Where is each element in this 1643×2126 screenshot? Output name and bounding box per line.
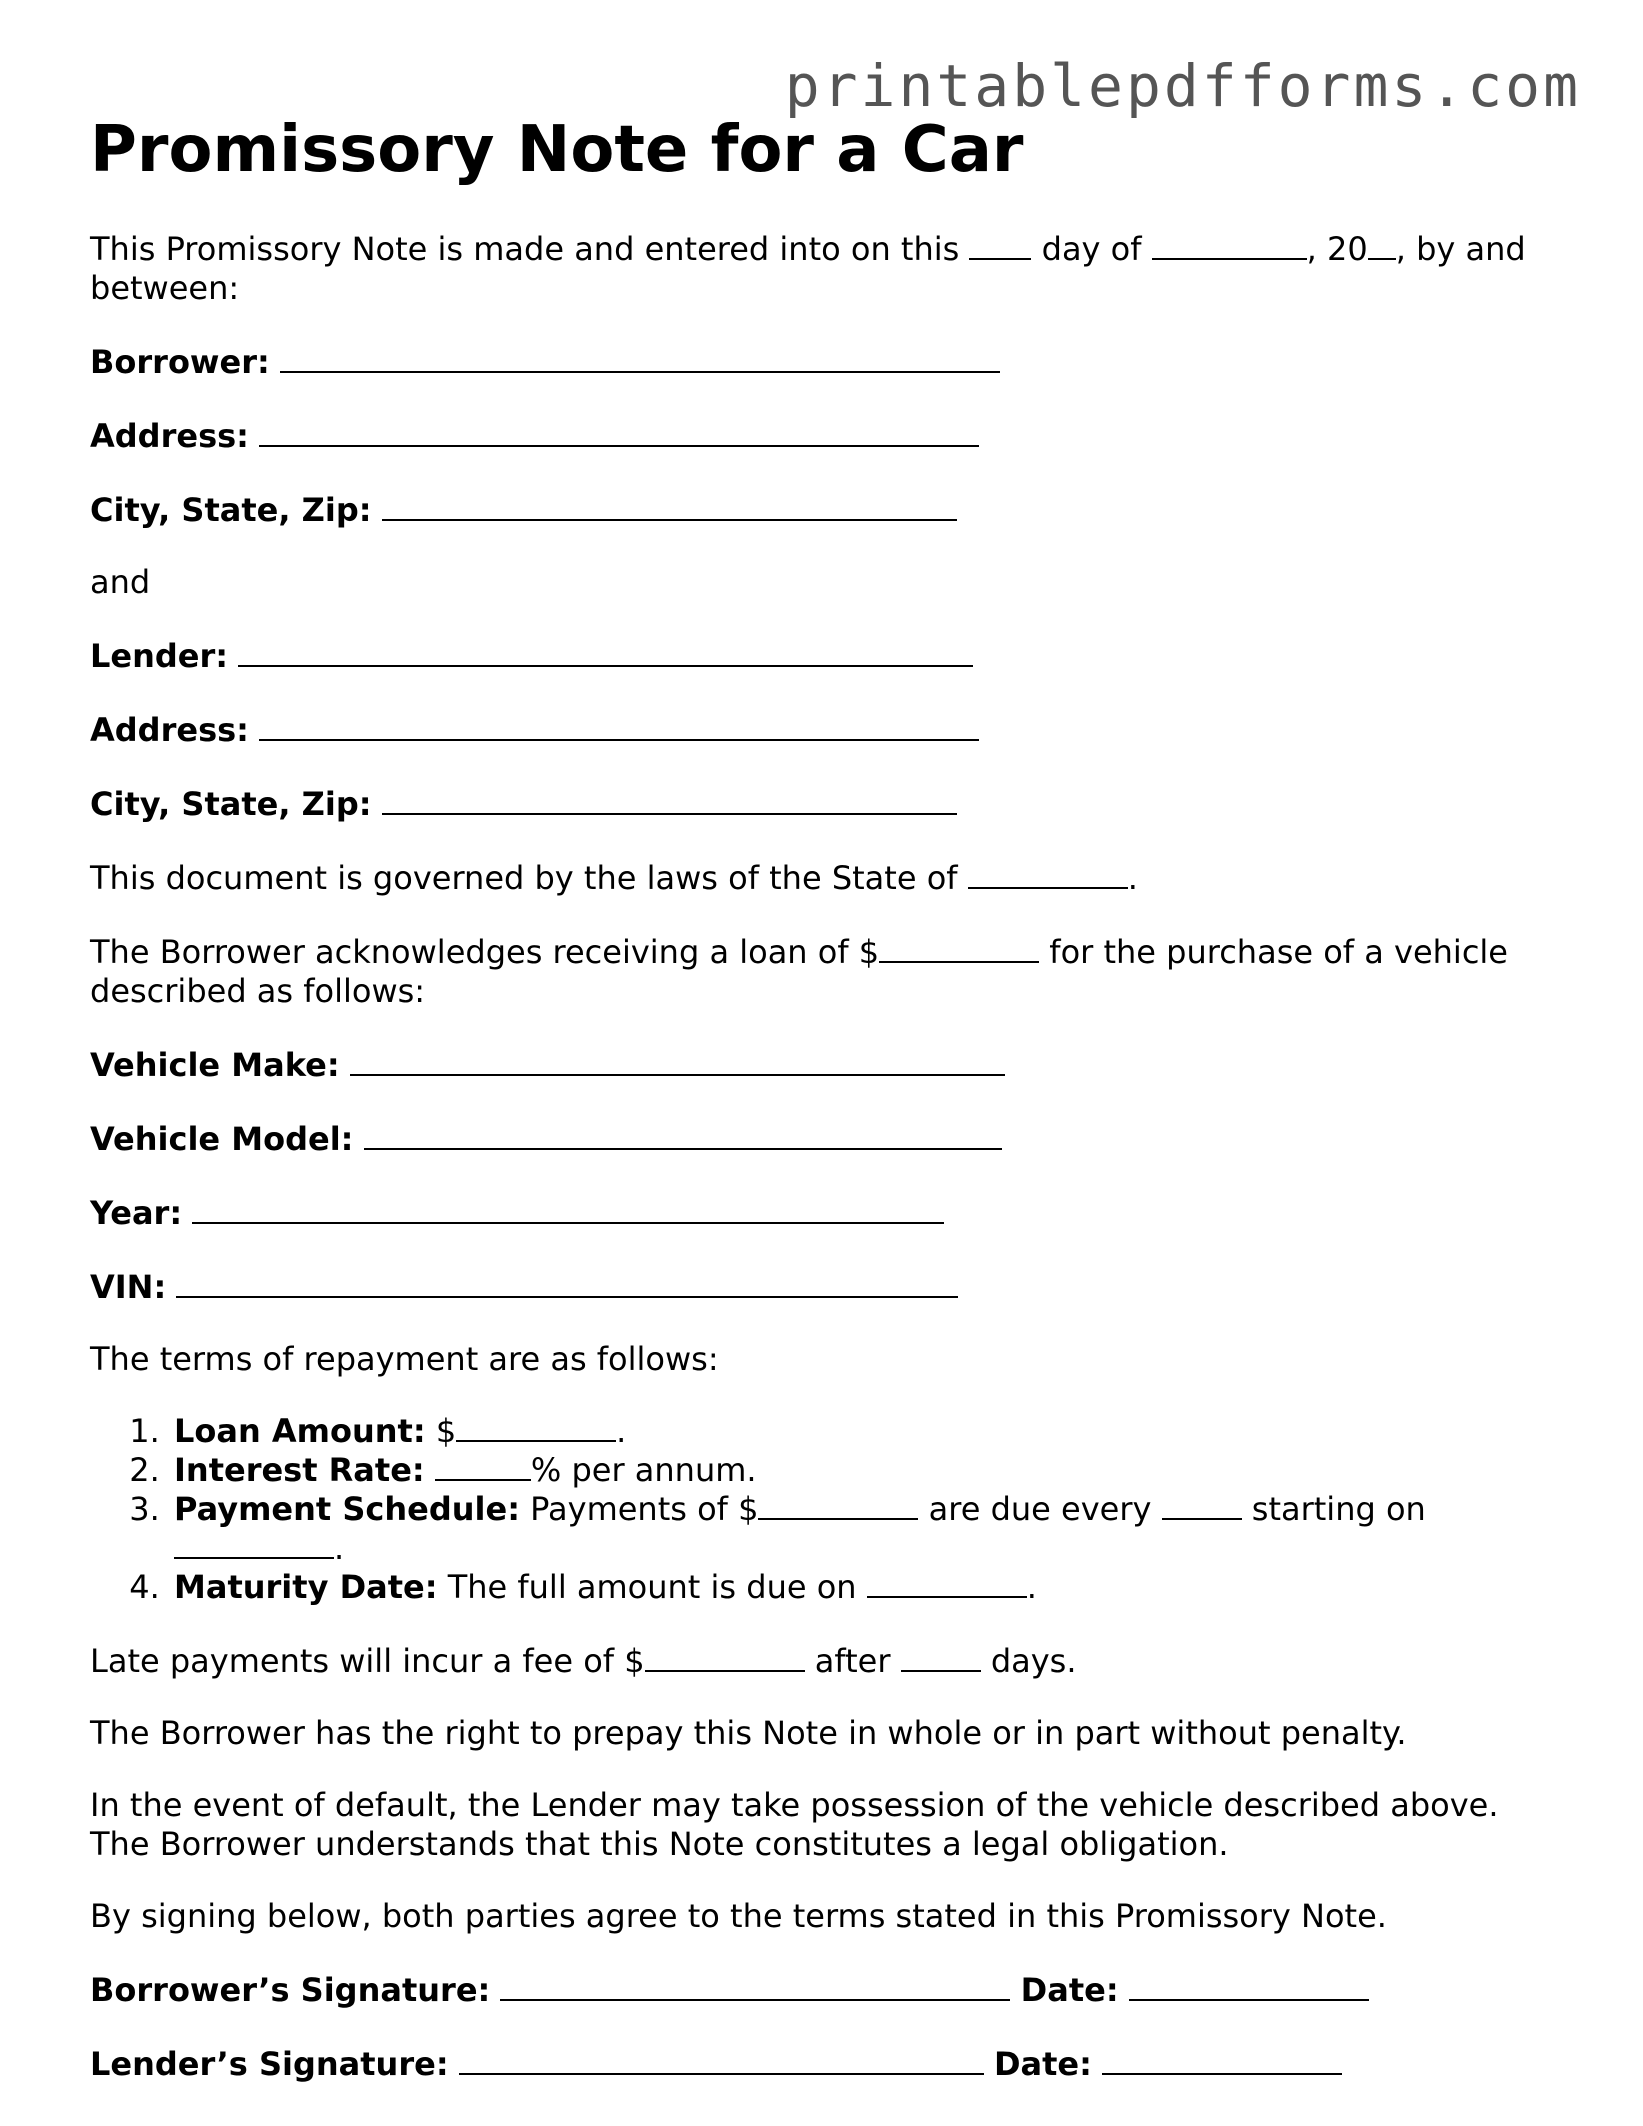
borrower-date-label: Date:	[1020, 1971, 1119, 2009]
late-fee-field[interactable]	[645, 1640, 805, 1672]
watermark: printablepdfforms.com	[784, 52, 1581, 120]
lender-address-label: Address:	[90, 711, 249, 749]
term-maturity-date	[170, 1568, 1550, 1607]
vehicle-model-field[interactable]	[364, 1118, 1002, 1150]
borrower-name-row	[90, 341, 1550, 382]
late-text-1: Late payments will incur a fee of $	[90, 1642, 645, 1680]
year-field[interactable]	[1368, 228, 1396, 260]
intro-paragraph	[90, 228, 1550, 308]
default-paragraph	[90, 1786, 1550, 1864]
term-schedule-label: Payment Schedule:	[174, 1490, 520, 1528]
term-loan-amount-prefix: $	[435, 1412, 457, 1450]
term-loan-amount-end: .	[616, 1412, 627, 1450]
term-maturity-field[interactable]	[867, 1570, 1027, 1598]
term-interest-label: Interest Rate:	[174, 1451, 425, 1489]
term-schedule-text-1: Payments of $	[530, 1490, 759, 1528]
loan-paragraph	[90, 931, 1550, 1011]
loan-text-1: The Borrower acknowledges receiving a loan of $	[90, 933, 880, 971]
intro-text-3: , 20	[1306, 230, 1368, 268]
term-loan-amount-field[interactable]	[456, 1414, 616, 1442]
vehicle-model-label: Vehicle Model:	[90, 1120, 354, 1158]
term-schedule-amount-field[interactable]	[758, 1492, 918, 1520]
late-fee-paragraph	[90, 1640, 1550, 1681]
vehicle-year-label: Year:	[90, 1194, 183, 1232]
loan-text-3: described as follows:	[90, 972, 426, 1010]
state-field[interactable]	[968, 857, 1128, 889]
borrower-signature-label: Borrower’s Signature:	[90, 1971, 491, 2009]
late-days-field[interactable]	[901, 1640, 981, 1672]
borrower-signature-field[interactable]	[500, 1969, 1010, 2001]
governed-end: .	[1127, 859, 1138, 897]
term-loan-amount	[170, 1412, 1550, 1451]
month-field[interactable]	[1152, 228, 1307, 260]
lender-date-field[interactable]	[1102, 2043, 1342, 2075]
and-text: and	[90, 563, 151, 601]
term-interest-rate	[170, 1451, 1550, 1490]
term-maturity-text: The full amount is due on	[447, 1568, 857, 1606]
document-page	[90, 110, 1550, 2084]
borrower-address-label: Address:	[90, 417, 249, 455]
prepay-paragraph: The Borrower has the right to prepay this Note in whole or in part without penalty.	[90, 1714, 1407, 1752]
borrower-name-field[interactable]	[280, 341, 1000, 373]
vehicle-vin-row	[90, 1266, 1550, 1307]
late-text-3: days.	[990, 1642, 1077, 1680]
term-loan-amount-label: Loan Amount:	[174, 1412, 426, 1450]
vehicle-make-row	[90, 1044, 1550, 1085]
lender-city-field[interactable]	[382, 783, 957, 815]
vehicle-vin-field[interactable]	[176, 1266, 958, 1298]
terms-list	[90, 1412, 1550, 1607]
term-payment-schedule	[170, 1490, 1550, 1568]
term-schedule-end: .	[334, 1529, 345, 1567]
governed-text: This document is governed by the laws of the State of	[90, 859, 958, 897]
vehicle-year-row	[90, 1192, 1550, 1233]
lender-signature-label: Lender’s Signature:	[90, 2045, 449, 2083]
lender-name-row	[90, 635, 1550, 676]
governed-paragraph	[90, 857, 1550, 898]
default-line-2: The Borrower understands that this Note constitutes a legal obligation.	[90, 1825, 1229, 1863]
intro-text-5: between:	[90, 269, 240, 307]
day-field[interactable]	[969, 228, 1031, 260]
borrower-name-label: Borrower:	[90, 343, 270, 381]
intro-text-1: This Promissory Note is made and entered into on this	[90, 230, 960, 268]
lender-city-label: City, State, Zip:	[90, 785, 372, 823]
lender-name-label: Lender:	[90, 637, 229, 675]
term-maturity-label: Maturity Date:	[174, 1568, 438, 1606]
vehicle-vin-label: VIN:	[90, 1268, 167, 1306]
intro-text-2: day of	[1041, 230, 1142, 268]
vehicle-make-field[interactable]	[350, 1044, 1005, 1076]
borrower-city-field[interactable]	[382, 489, 957, 521]
term-schedule-interval-field[interactable]	[1162, 1492, 1242, 1520]
default-line-1: In the event of default, the Lender may take possession of the vehicle described above.	[90, 1786, 1499, 1824]
vehicle-make-label: Vehicle Make:	[90, 1046, 340, 1084]
term-schedule-text-2: are due every	[928, 1490, 1152, 1528]
borrower-address-row	[90, 415, 1550, 456]
lender-address-field[interactable]	[259, 709, 979, 741]
term-maturity-end: .	[1026, 1568, 1037, 1606]
term-schedule-text-3: starting on	[1251, 1490, 1426, 1528]
terms-intro: The terms of repayment are as follows:	[90, 1340, 719, 1378]
borrower-city-row	[90, 489, 1550, 530]
intro-text-4: , by and	[1395, 230, 1526, 268]
late-text-2: after	[814, 1642, 891, 1680]
agree-paragraph: By signing below, both parties agree to the terms stated in this Promissory Note.	[90, 1897, 1387, 1935]
vehicle-model-row	[90, 1118, 1550, 1159]
borrower-address-field[interactable]	[259, 415, 979, 447]
borrower-city-label: City, State, Zip:	[90, 491, 372, 529]
page-title: Promissory Note for a Car	[90, 113, 1024, 187]
borrower-date-field[interactable]	[1129, 1969, 1369, 2001]
lender-signature-field[interactable]	[459, 2043, 984, 2075]
lender-signature-row	[90, 2043, 1550, 2084]
lender-address-row	[90, 709, 1550, 750]
lender-city-row	[90, 783, 1550, 824]
term-interest-suffix: % per annum.	[530, 1451, 757, 1489]
term-interest-field[interactable]	[435, 1453, 531, 1481]
loan-text-2: for the purchase of a vehicle	[1049, 933, 1508, 971]
vehicle-year-field[interactable]	[192, 1192, 944, 1224]
loan-amount-field[interactable]	[879, 931, 1039, 963]
borrower-signature-row	[90, 1969, 1550, 2010]
lender-name-field[interactable]	[238, 635, 973, 667]
term-schedule-start-field[interactable]	[174, 1531, 334, 1559]
lender-date-label: Date:	[993, 2045, 1092, 2083]
